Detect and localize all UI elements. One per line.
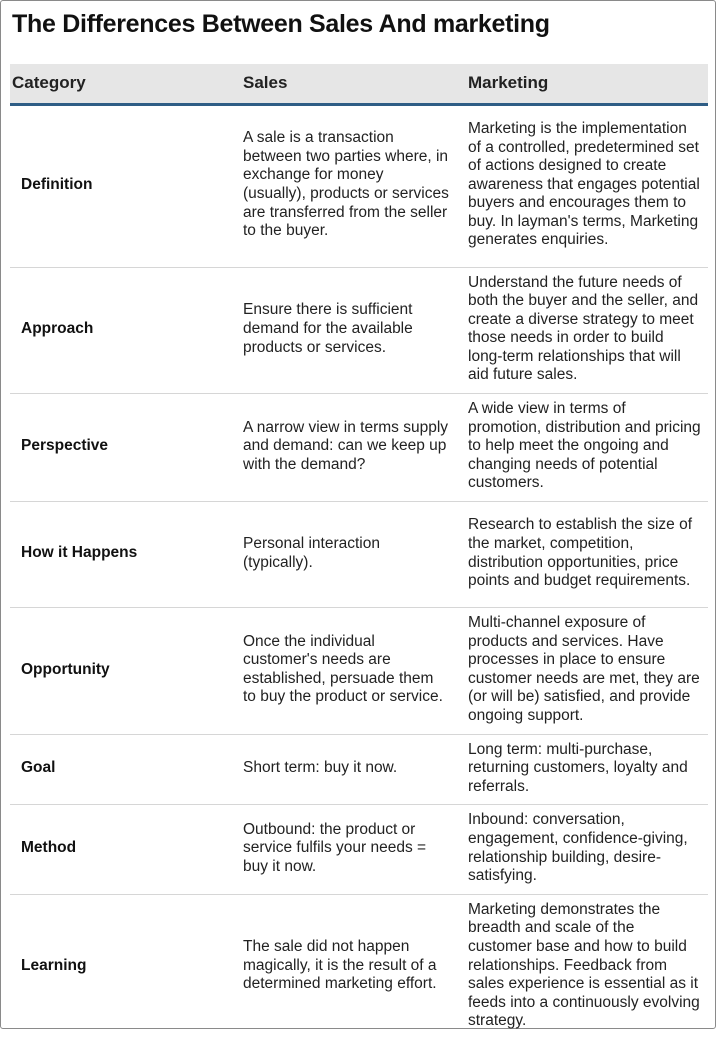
page-title: The Differences Between Sales And marketing <box>12 10 550 38</box>
category-cell: Method <box>10 805 232 894</box>
marketing-cell: Long term: multi-purchase, returning customers, loyalty and referrals. <box>457 734 708 805</box>
category-cell: Learning <box>21 956 87 974</box>
category-cell: Approach <box>10 267 232 394</box>
sales-cell: The sale did not happen magically, it is the result of a determined marketing effort. <box>243 937 437 993</box>
sales-cell: Ensure there is sufficient demand for the available products or services. <box>232 267 457 394</box>
marketing-cell: A wide view in terms of promotion, distribution and pricing to help meet the ongoing and changing needs of potential customers. <box>457 394 708 502</box>
table-row <box>10 267 708 394</box>
category-cell: Definition <box>10 104 232 267</box>
table-row <box>10 608 708 735</box>
marketing-cell: Multi-channel exposure of products and services. Have processes in place to ensure customer needs are met, they are (or will be) satisfied, and provide ongoing support. <box>457 608 708 735</box>
sales-cell: A sale is a transaction between two parties where, in exchange for money (usually), products or services are transferred from the seller to the buyer. <box>232 104 457 267</box>
table-header-row <box>10 64 708 104</box>
marketing-cell: Marketing demonstrates the breadth and scale of the customer base and how to build relationships. Feedback from sales experience is essential as it feeds into a continuously evolving strategy. <box>468 900 700 1030</box>
header-marketing: Marketing <box>457 64 708 104</box>
marketing-cell: Research to establish the size of the market, competition, distribution opportunities, price points and budget requirements. <box>457 502 708 608</box>
category-cell: How it Happens <box>10 502 232 608</box>
category-cell: Goal <box>10 734 232 805</box>
sales-cell: Once the individual customer's needs are established, persuade them to buy the product or service. <box>232 608 457 735</box>
table-row <box>10 104 708 267</box>
table-row <box>10 502 708 608</box>
table-row <box>10 734 708 805</box>
sales-cell: A narrow view in terms supply and demand: can we keep up with the demand? <box>232 394 457 502</box>
header-category: Category <box>10 64 232 104</box>
table-row <box>10 805 708 894</box>
header-sales: Sales <box>232 64 457 104</box>
sales-cell: Outbound: the product or service fulfils your needs = buy it now. <box>232 805 457 894</box>
table-row <box>10 894 708 1039</box>
sales-cell: Personal interaction (typically). <box>232 502 457 608</box>
sales-cell: Short term: buy it now. <box>232 734 457 805</box>
marketing-cell: Inbound: conversation, engagement, confidence-giving, relationship building, desire-satisfying. <box>457 805 708 894</box>
marketing-cell: Marketing is the implementation of a controlled, predetermined set of actions designed to create awareness that engages potential buyers and encourages them to buy. In layman's terms, Marketing generates enquiries. <box>457 104 708 267</box>
table-row <box>10 394 708 502</box>
marketing-cell: Understand the future needs of both the buyer and the seller, and create a diverse strategy to meet those needs in order to build long-term relationships that will aid future sales. <box>457 267 708 394</box>
category-cell: Opportunity <box>10 608 232 735</box>
comparison-table <box>10 64 708 1039</box>
category-cell: Perspective <box>10 394 232 502</box>
